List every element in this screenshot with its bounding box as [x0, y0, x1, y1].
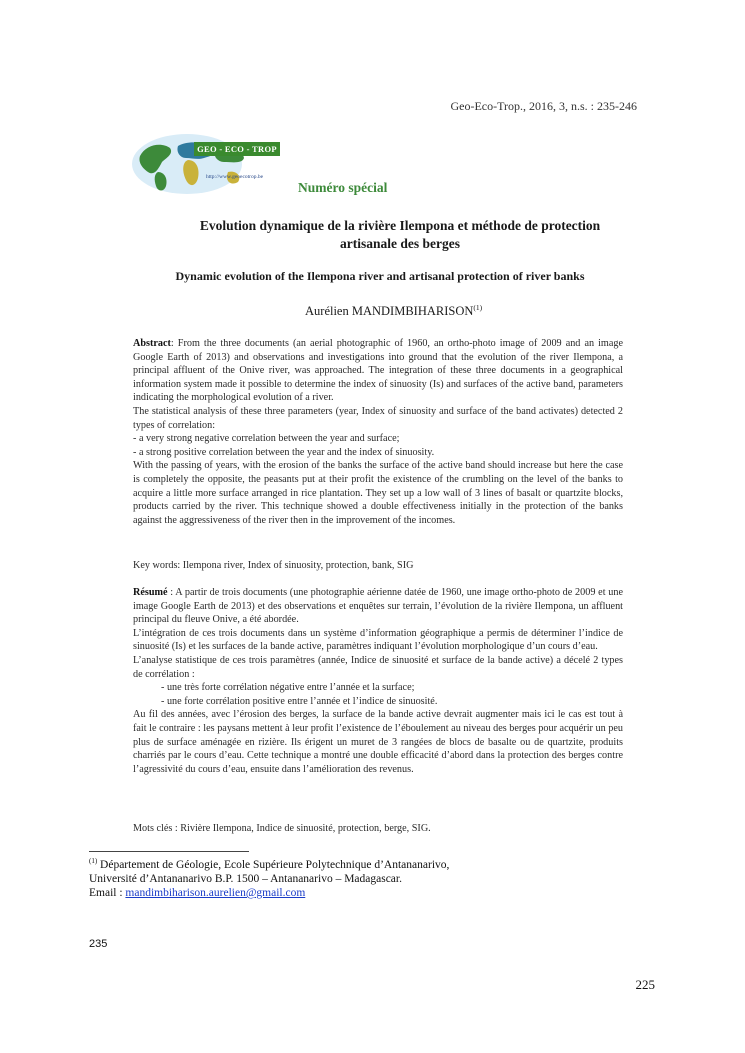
logo-url: http://www.geoecotrop.be [206, 174, 264, 180]
footnote-divider [89, 851, 249, 852]
title-french-line-1: Evolution dynamique de la rivière Ilempona et méthode de protection [199, 218, 601, 233]
logo-band: GEO - ECO - TROP [194, 142, 280, 156]
page-number-small: 235 [89, 938, 108, 950]
email-label: Email : [89, 886, 126, 899]
author-note-mark: (1) [473, 303, 483, 312]
abstract-section [133, 337, 623, 527]
special-issue-label: Numéro spécial [298, 180, 388, 195]
title-french [160, 217, 640, 253]
abstract-label: Abstract [133, 338, 171, 349]
page-number: 225 [635, 977, 655, 992]
resume-bullet-2: - une forte corrélation positive entre l’année et l’indice de sinuosité. [161, 695, 438, 707]
resume-bullet-1: - une très forte corrélation négative entre l’année et la surface; [161, 682, 415, 694]
abstract-paragraph-2: The statistical analysis of these three parameters (year, Index of sinuosity and surface of the band activates) detected 2 types of correlation: [133, 405, 623, 431]
resume-label: Résumé [133, 587, 168, 598]
resume-paragraph-3: L’analyse statistique de ces trois paramètres (année, Indice de sinuosité et surface de la bande active) a décelé 2 types de corrélation : [133, 654, 623, 680]
author-name: Aurélien MANDIMBIHARISON [305, 304, 474, 319]
email-link[interactable]: mandimbiharison.aurelien@gmail.com [125, 886, 306, 899]
mots-cles: Mots clés : Rivière Ilempona, Indice de sinuosité, protection, berge, SIG. [133, 823, 431, 834]
footnote [89, 854, 549, 900]
footnote-mark: (1) [89, 857, 98, 865]
title-english: Dynamic evolution of the Ilempona river and artisanal protection of river banks [175, 269, 585, 283]
geo-eco-trop-logo [132, 132, 282, 196]
abstract-paragraph-1: : From the three documents (an aerial photographic of 1960, an ortho-photo image of 2009 and an image Google Earth of 2013) and observations and investigations into ground that the evolution of the river Ilempona, a principal affluent of the Onive river, was approached. The integration of these three documents in a geographical information system made it possible to determine the index of sinuosity (Is) and surfaces of the active band, parameters indicating the morphological evolution of a river. [133, 338, 623, 404]
author [305, 303, 482, 319]
journal-reference: Geo-Eco-Trop., 2016, 3, n.s. : 235-246 [450, 99, 637, 113]
abstract-paragraph-3: With the passing of years, with the erosion of the banks the surface of the active band should increase but here the case is completely the opposite, the peasants put at their profit the existence of the crumbling on the level of the banks to acquire a little more surface arranged in rice plantation. They set up a low wall of 3 lines of basalt or quartzite blocks, products carried by the river. This technique showed a double effectiveness initially in the protection of the banks against the aggressiveness of the river then in the improvement of the incomes. [133, 460, 623, 526]
title-french-line-2: artisanale des berges [340, 236, 460, 251]
abstract-bullet-1: - a very strong negative correlation between the year and surface; [133, 433, 400, 445]
keywords: Key words: Ilempona river, Index of sinuosity, protection, bank, SIG [133, 560, 414, 571]
abstract-bullet-2: - a strong positive correlation between the year and the index of sinuosity. [133, 446, 435, 458]
resume-paragraph-1: : A partir de trois documents (une photographie aérienne datée de 1960, une image ortho-photo de 2009 et une image Google Earth de 2013) et des observations et enquêtes sur terrain, l’évolution de la rivière Ilempona, un affluent principal du fleuve Onive, a été abordée. [133, 587, 623, 626]
resume-section [133, 586, 623, 776]
footnote-line-2: Université d’Antananarivo B.P. 1500 – Antananarivo – Madagascar. [89, 872, 402, 885]
footnote-line-1: Département de Géologie, Ecole Supérieure Polytechnique d’Antananarivo, [97, 858, 450, 871]
resume-paragraph-2: L’intégration de ces trois documents dans un système d’information géographique a permis de déterminer l’indice de sinuosité (Is) et les surfaces de la bande active, paramètres indiquant l’évolution morphologique d’un cours d’eau. [133, 627, 623, 653]
resume-paragraph-4: Au fil des années, avec l’érosion des berges, la surface de la bande active devrait augmenter mais ici le cas est tout à fait le contraire : les paysans mettent à leur profit l’existence de l’éboulement au niveau des berges pour acquérir un peu plus de surface aménagée en rizière. Ils érigent un muret de 3 rangées de blocs de basalte ou de quartzite, produits charriés par le cours d’eau. Cette technique a montré une double efficacité d’abord dans la protection des berges contre l’agressivité du cours d’eau, ensuite dans l’amélioration des revenus. [133, 709, 623, 775]
